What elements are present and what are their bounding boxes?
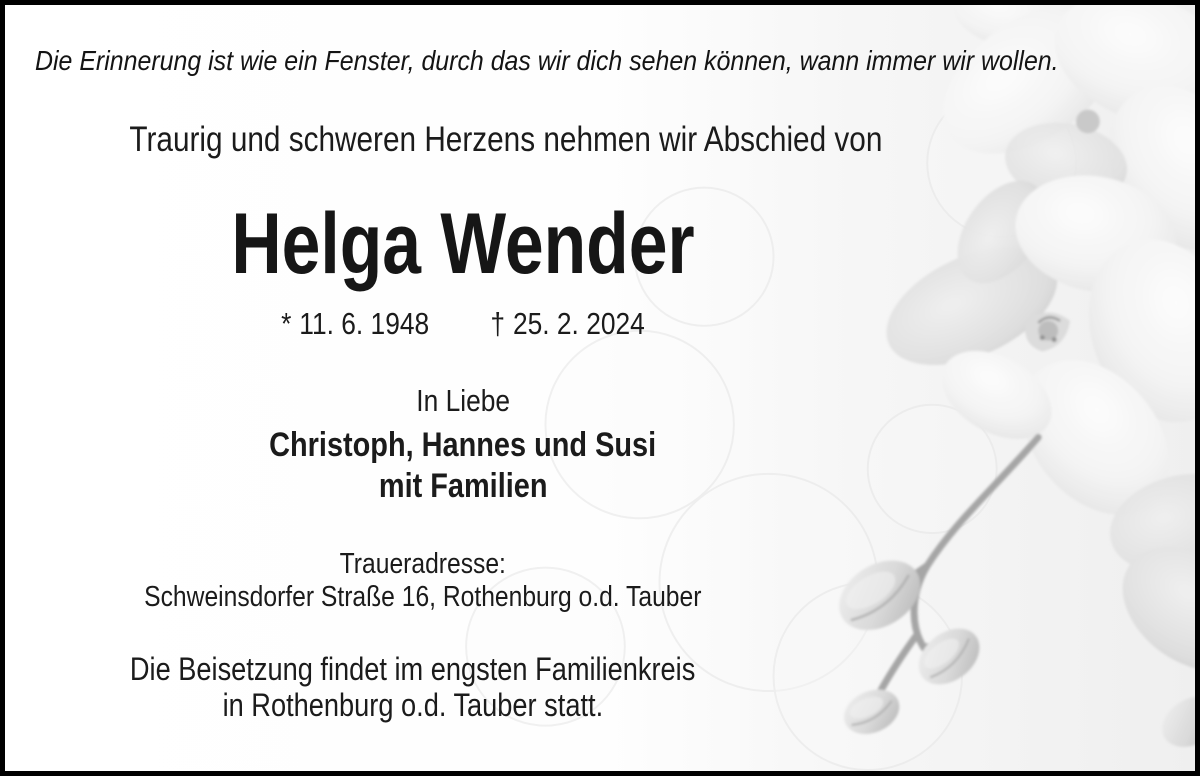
intro-line: Traurig und schweren Herzens nehmen wir Abschied von bbox=[129, 120, 883, 159]
mourners-line: Christoph, Hannes und Susi bbox=[269, 426, 657, 464]
birth-date bbox=[281, 308, 429, 339]
mourning-address-label: Traueradresse: bbox=[339, 548, 507, 580]
burial-info-line-2: in Rothenburg o.d. Tauber statt. bbox=[222, 687, 604, 723]
orchid-flower-center bbox=[1076, 110, 1100, 134]
death-cross-symbol: † bbox=[490, 306, 506, 341]
orchid-dot bbox=[1040, 335, 1045, 340]
memorial-quote-text: Die Erinnerung ist wie ein Fenster, durch das wir dich sehen können, wann immer wir wollen. bbox=[35, 45, 1059, 76]
birth-star-symbol: * bbox=[281, 306, 292, 341]
birth-date-value: 11. 6. 1948 bbox=[299, 306, 430, 341]
deceased-name: Helga Wender bbox=[231, 196, 695, 292]
death-date-value: 25. 2. 2024 bbox=[512, 306, 645, 341]
death-date bbox=[490, 308, 644, 339]
closing-line: In Liebe bbox=[416, 383, 510, 418]
burial-info-line-1: Die Beisetzung findet im engsten Familienkreis bbox=[130, 651, 696, 687]
orchid-dot bbox=[1052, 337, 1057, 342]
life-dates bbox=[63, 308, 863, 339]
memorial-quote bbox=[35, 47, 1185, 75]
mourning-address: Schweinsdorfer Straße 16, Rothenburg o.d. Tauber bbox=[144, 581, 702, 613]
mourners-line-2: mit Familien bbox=[378, 467, 548, 505]
